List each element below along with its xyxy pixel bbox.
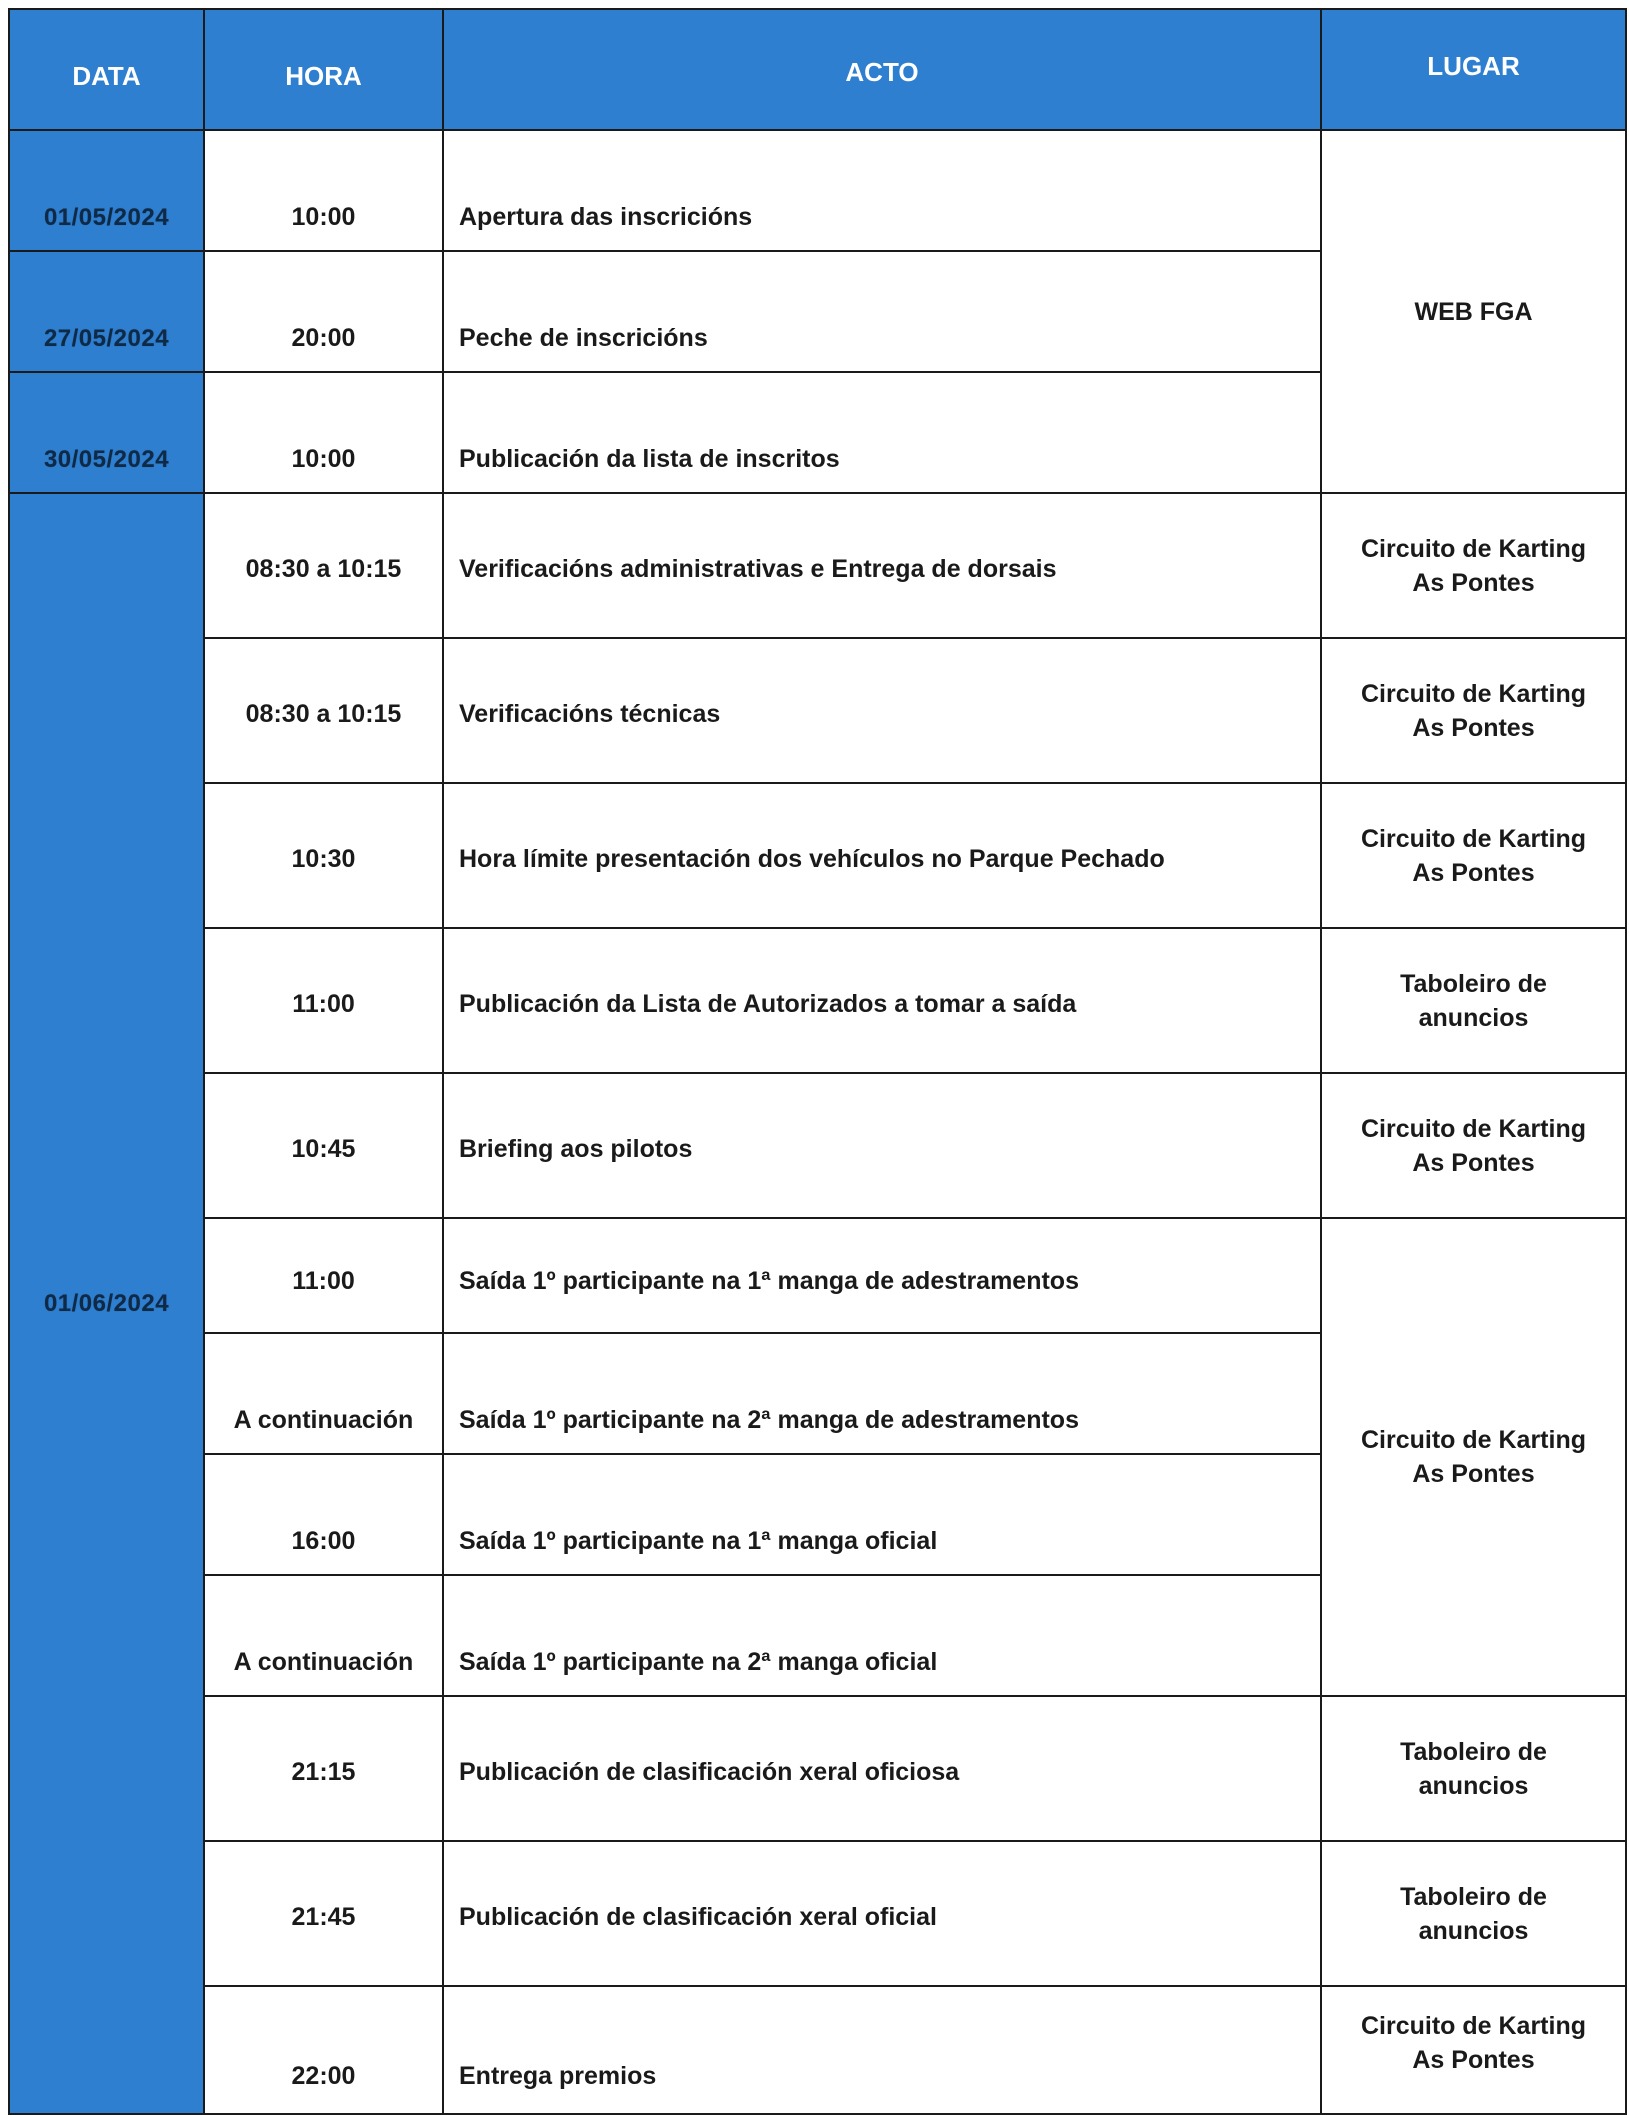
lugar-line: Taboleiro de bbox=[1400, 1737, 1547, 1766]
acto-cell: Verificacións técnicas bbox=[443, 638, 1321, 783]
table-row bbox=[9, 1218, 1626, 1333]
acto-cell: Saída 1º participante na 2ª manga de adestramentos bbox=[443, 1333, 1321, 1454]
lugar-line: Circuito de Karting bbox=[1360, 824, 1586, 853]
acto-cell: Publicación de clasificación xeral oficial bbox=[443, 1841, 1321, 1986]
hora-cell: A continuación bbox=[204, 1333, 443, 1454]
lugar-line: Taboleiro de bbox=[1400, 1882, 1547, 1911]
lugar-line: Circuito de Karting bbox=[1360, 1114, 1586, 1143]
acto-cell: Publicación de clasificación xeral oficiosa bbox=[443, 1696, 1321, 1841]
hora-cell: 20:00 bbox=[204, 251, 443, 372]
table-row bbox=[9, 1073, 1626, 1218]
hora-cell: A continuación bbox=[204, 1575, 443, 1696]
header-hora: HORA bbox=[204, 9, 443, 130]
acto-cell: Apertura das inscricións bbox=[443, 130, 1321, 251]
lugar-line: anuncios bbox=[1418, 1003, 1529, 1032]
schedule-table bbox=[8, 8, 1627, 2115]
acto-cell: Peche de inscricións bbox=[443, 251, 1321, 372]
acto-cell: Entrega premios bbox=[443, 1986, 1321, 2114]
lugar-line: Circuito de Karting bbox=[1360, 679, 1586, 708]
table-row bbox=[9, 1696, 1626, 1841]
lugar-cell bbox=[1321, 493, 1626, 638]
lugar-line: As Pontes bbox=[1412, 2046, 1535, 2074]
hora-cell: 08:30 a 10:15 bbox=[204, 638, 443, 783]
hora-cell: 10:00 bbox=[204, 130, 443, 251]
lugar-line: Circuito de Karting bbox=[1360, 1426, 1586, 1454]
acto-cell: Saída 1º participante na 2ª manga oficial bbox=[443, 1575, 1321, 1696]
date-cell: 01/05/2024 bbox=[9, 130, 204, 251]
lugar-cell bbox=[1321, 928, 1626, 1073]
hora-cell: 21:45 bbox=[204, 1841, 443, 1986]
lugar-line: Circuito de Karting bbox=[1360, 534, 1586, 563]
hora-cell: 22:00 bbox=[204, 1986, 443, 2114]
table-row bbox=[9, 130, 1626, 251]
lugar-cell bbox=[1321, 1073, 1626, 1218]
lugar-line: anuncios bbox=[1418, 1771, 1529, 1800]
lugar-line: As Pontes bbox=[1412, 858, 1535, 887]
hora-cell: 08:30 a 10:15 bbox=[204, 493, 443, 638]
table-row bbox=[9, 1986, 1626, 2114]
date-cell: 30/05/2024 bbox=[9, 372, 204, 493]
lugar-line: Taboleiro de bbox=[1400, 969, 1547, 998]
hora-cell: 21:15 bbox=[204, 1696, 443, 1841]
acto-cell: Hora límite presentación dos vehículos no Parque Pechado bbox=[443, 783, 1321, 928]
acto-cell: Publicación da Lista de Autorizados a tomar a saída bbox=[443, 928, 1321, 1073]
lugar-line: As Pontes bbox=[1412, 568, 1535, 597]
lugar-line: WEB FGA bbox=[1414, 297, 1533, 326]
lugar-line: Circuito de Karting bbox=[1360, 2012, 1586, 2040]
acto-cell: Saída 1º participante na 1ª manga de adestramentos bbox=[443, 1218, 1321, 1333]
lugar-cell bbox=[1321, 130, 1626, 493]
table-row bbox=[9, 1841, 1626, 1986]
lugar-cell bbox=[1321, 1218, 1626, 1696]
date-cell: 01/06/2024 bbox=[9, 493, 204, 2114]
hora-cell: 10:00 bbox=[204, 372, 443, 493]
header-lugar: LUGAR bbox=[1321, 9, 1626, 130]
lugar-line: anuncios bbox=[1418, 1916, 1529, 1945]
lugar-cell bbox=[1321, 783, 1626, 928]
hora-cell: 11:00 bbox=[204, 1218, 443, 1333]
table-row bbox=[9, 493, 1626, 638]
acto-cell: Saída 1º participante na 1ª manga oficial bbox=[443, 1454, 1321, 1575]
acto-cell: Publicación da lista de inscritos bbox=[443, 372, 1321, 493]
lugar-cell bbox=[1321, 638, 1626, 783]
lugar-cell bbox=[1321, 1986, 1626, 2114]
header-row bbox=[9, 9, 1626, 130]
header-data: DATA bbox=[9, 9, 204, 130]
table-row bbox=[9, 928, 1626, 1073]
hora-cell: 10:30 bbox=[204, 783, 443, 928]
acto-cell: Briefing aos pilotos bbox=[443, 1073, 1321, 1218]
lugar-line: As Pontes bbox=[1412, 1460, 1535, 1488]
table-row bbox=[9, 783, 1626, 928]
hora-cell: 16:00 bbox=[204, 1454, 443, 1575]
lugar-cell bbox=[1321, 1841, 1626, 1986]
acto-cell: Verificacións administrativas e Entrega de dorsais bbox=[443, 493, 1321, 638]
lugar-cell bbox=[1321, 1696, 1626, 1841]
table-row bbox=[9, 638, 1626, 783]
hora-cell: 11:00 bbox=[204, 928, 443, 1073]
lugar-line: As Pontes bbox=[1412, 713, 1535, 742]
date-cell: 27/05/2024 bbox=[9, 251, 204, 372]
header-acto: ACTO bbox=[443, 9, 1321, 130]
lugar-line: As Pontes bbox=[1412, 1148, 1535, 1177]
hora-cell: 10:45 bbox=[204, 1073, 443, 1218]
